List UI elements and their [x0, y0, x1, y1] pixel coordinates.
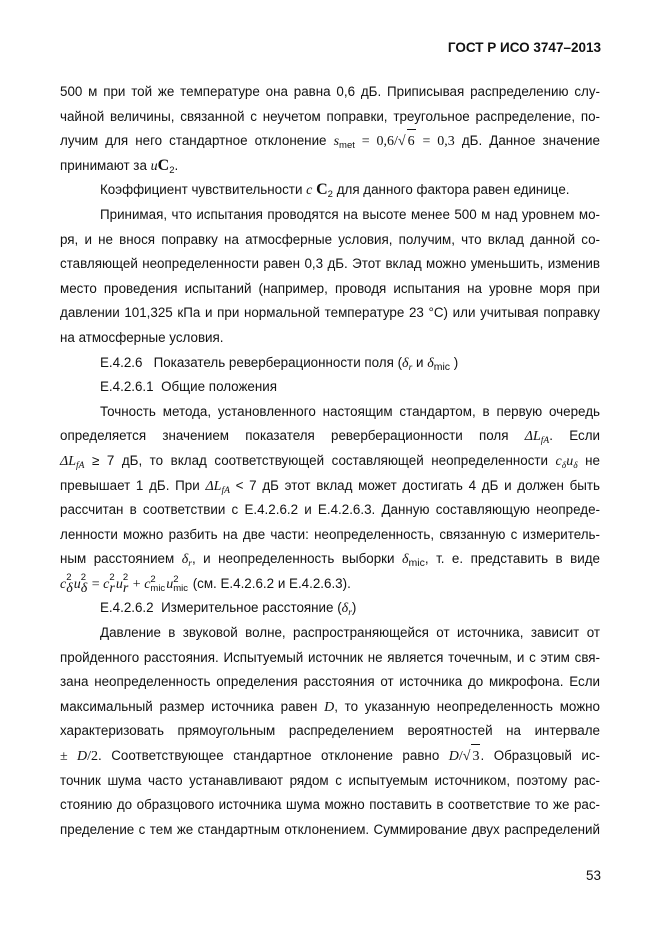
formula-symbol: δ: [402, 355, 409, 371]
text-line: ленности можно разбить на две части: неопределенность, связанную с измеритель-: [60, 526, 600, 542]
eq-sub: r: [122, 581, 129, 597]
section-title: Измерительное расстояние (: [161, 600, 342, 616]
text-line: характеризовать прямоугольным распределением вероятностей на интервале: [60, 723, 600, 739]
text-fragment: не: [585, 452, 600, 468]
text-line: ря, и не внося поправку на атмосферные условия, получим, что вклад данной со-: [60, 231, 600, 247]
formula-symbol: ΔL: [60, 453, 77, 469]
formula-subscript: met: [339, 140, 355, 152]
formula-symbol: D: [76, 749, 88, 765]
eq-sup: 2: [66, 571, 72, 583]
text-fragment: ным расстоянием: [60, 551, 175, 567]
formula-symbol: δ: [427, 355, 434, 371]
section-heading: [60, 596, 600, 621]
eq-sup: 2: [80, 571, 87, 583]
formula-dlfa: [205, 477, 600, 496]
formula-c-u: [555, 453, 578, 471]
text-line: [60, 424, 600, 449]
eq-sub: δ: [80, 581, 88, 597]
formula-symbol: s: [333, 134, 340, 150]
formula-symbol: δ: [341, 601, 349, 617]
text-line: пределение с тем же стандартным отклонением. Суммирование двух распределений: [60, 821, 600, 837]
text-line: [60, 695, 600, 720]
text-fragment: определяется значением показателя реверберационности поля: [60, 428, 509, 444]
text-fragment: ): [351, 600, 357, 616]
formula-subscript: fA: [76, 460, 85, 471]
formula-smet: [333, 133, 462, 152]
document-header: ГОСТ Р ИСО 3747–2013: [447, 40, 601, 55]
formula-slash: /: [394, 134, 398, 150]
text-fragment: максимальный размер источника равен: [60, 698, 318, 714]
formula-subscript: r: [348, 608, 352, 619]
page-body: [60, 80, 600, 842]
text-line: чайной величины, связанной с неучетом поправки, треугольное распределение, по-: [60, 108, 600, 124]
formula-D: [324, 699, 600, 714]
text-line: ставляющей неопределенности равен 0,3 дБ. Этот вклад можно уменьшить, изменив: [60, 256, 600, 272]
formula-symbol: δ: [181, 552, 189, 568]
sqrt-sign: √: [462, 749, 471, 765]
formula-subscript: δ: [561, 460, 567, 471]
sqrt-sign: √: [397, 134, 406, 150]
section-heading: [60, 375, 600, 400]
text-line: рассчитан в соответствии с Е.4.2.6.2 и Е.4.2.6.3. Данную составляющую неопреде-: [60, 502, 600, 518]
text-line: [60, 744, 600, 769]
text-line: на атмосферные условия.: [60, 329, 224, 345]
eq-sup: 2: [173, 573, 179, 585]
eq-sup: 2: [122, 571, 129, 583]
formula-symbol: D: [324, 699, 335, 715]
text-line: [60, 178, 600, 203]
section-title: Общие положения: [161, 379, 278, 395]
eq-sup: 2: [109, 571, 115, 583]
section-number: Е.4.2.6.2: [100, 600, 154, 616]
eq-sup: 2: [150, 573, 156, 585]
eq-supsub: [66, 573, 73, 597]
text-fragment: дБ. Данное значение: [461, 133, 600, 149]
formula-symbol: C: [316, 181, 328, 199]
eq-symbol: c: [60, 576, 67, 592]
text-fragment: < 7 дБ этот вклад может достигать 4 дБ и должен быть: [229, 477, 600, 493]
formula-symbol: u: [566, 453, 574, 469]
eq-supsub: [81, 573, 88, 597]
eq-symbol: u: [73, 576, 81, 592]
eq-sub: δ: [66, 581, 73, 597]
formula-subscript: mic: [433, 360, 451, 373]
text-fragment: .: [174, 157, 179, 173]
formula-pm-half: [60, 748, 439, 763]
text-line: место проведения испытаний (например, проводя испытания на уровне моря при: [60, 280, 600, 296]
eq-operator: +: [129, 576, 145, 592]
formula-symbol: c: [555, 453, 562, 469]
formula-subscript: r: [188, 559, 192, 570]
sqrt-radicand: 6: [407, 129, 416, 155]
eq-supsub: [109, 573, 114, 597]
text-line: Точность метода, установленного настоящим стандартом, в первую очередь: [100, 403, 600, 419]
text-line: [60, 547, 600, 572]
formula-symbol: D: [448, 749, 459, 765]
formula-text: /2: [87, 749, 98, 765]
eq-operator: =: [88, 576, 104, 592]
formula-text: = 0,6: [354, 134, 395, 150]
formula-symbol: C: [157, 156, 170, 174]
formula-dlfa: [524, 428, 550, 447]
eq-sub: mic: [173, 583, 188, 595]
text-fragment: и: [412, 354, 428, 370]
text-fragment: для данного фактора равен единице.: [332, 182, 570, 198]
formula-subscript: fA: [540, 436, 550, 447]
eq-sub: mic: [150, 583, 166, 595]
formula-symbol: ΔL: [205, 478, 222, 494]
text-line: зана неопределенность определения расстояния от источника до микрофона. Если: [60, 674, 600, 690]
text-fragment: , и неопределенность выборки: [191, 551, 395, 567]
eq-supsub: [150, 575, 165, 594]
formula-subscript: 2: [327, 189, 333, 201]
text-line: [60, 449, 600, 474]
text-fragment: превышает 1 дБ. При: [60, 477, 200, 493]
section-title: Показатель реверберационности поля (: [153, 354, 403, 370]
formula-subscript: fA: [221, 485, 230, 496]
text-line: [60, 129, 600, 154]
text-fragment: , то указанную неопределенность можно: [334, 698, 601, 714]
equation-line: [60, 572, 600, 597]
sqrt-radicand: 3: [471, 744, 480, 770]
page-number: 53: [585, 868, 601, 883]
text-fragment: принимают за: [60, 157, 151, 173]
text-fragment: ): [450, 354, 459, 370]
formula-subscript: mic: [408, 557, 425, 570]
text-fragment: Коэффициент чувствительности: [100, 182, 307, 198]
eq-symbol: u: [115, 576, 123, 592]
formula-subscript: 2: [169, 164, 175, 176]
text-line: пройденного расстояния. Испытуемый источник не является точечным, и с этим свя-: [60, 649, 600, 665]
text-line: 500 м при той же температуре она равна 0,6 дБ. Приписывая распределению слу-: [60, 84, 600, 99]
eq-supsub: [123, 573, 128, 597]
eq-supsub: [173, 575, 188, 594]
eq-symbol: u: [166, 576, 174, 592]
text-fragment: ≥ 7 дБ, то вклад соответствующей составляющей неопределенности: [84, 452, 549, 468]
formula-symbol: c: [306, 183, 313, 199]
formula-symbol: u: [150, 158, 158, 174]
text-line: [60, 154, 600, 179]
formula-slash: /: [458, 749, 463, 765]
formula-text: ±: [60, 749, 77, 765]
text-line: [60, 474, 600, 499]
formula-subscript: δ: [573, 460, 578, 471]
text-fragment: , т. е. представить в виде: [424, 551, 600, 567]
text-line: стоянию до образцового источника шума можно поставить в соответствие то же рас-: [60, 797, 600, 813]
formula-delta-mic: [402, 551, 600, 570]
section-number: Е.4.2.6.1: [100, 379, 154, 395]
formula-symbol: δ: [402, 552, 409, 568]
formula-delta-r: [181, 551, 395, 570]
eq-symbol: c: [103, 576, 110, 592]
section-heading: [60, 351, 600, 376]
text-line: давлении 101,325 кПа и при нормальной температуре 23 °C) или учитывая поправку: [60, 305, 600, 321]
text-line: Принимая, что испытания проводятся на высоте менее 500 м над уровнем мо-: [100, 206, 600, 222]
section-number: Е.4.2.6: [100, 354, 143, 370]
formula-dlfa: [60, 452, 549, 471]
eq-sub: r: [109, 581, 115, 597]
formula-D-sqrt3: [449, 748, 600, 763]
formula-symbol: ΔL: [524, 429, 541, 445]
text-line: Давление в звуковой волне, распространяющейся от источника, зависит от: [100, 625, 600, 641]
text-fragment: . Если: [549, 428, 600, 444]
text-fragment: . Соответствующее стандартное отклонение равно: [97, 748, 440, 764]
text-fragment: лучим для него стандартное отклонение: [60, 133, 327, 149]
eq-symbol: c: [144, 576, 151, 592]
text-line: точник шума часто устанавливают рядом с испытуемым источником, поэтому рас-: [60, 772, 600, 788]
text-fragment: (см. Е.4.2.6.2 и Е.4.2.6.3).: [188, 575, 351, 591]
formula-subscript: r: [408, 362, 413, 373]
text-fragment: . Образцовый ис-: [480, 748, 600, 764]
formula-text: = 0,3: [415, 134, 455, 150]
